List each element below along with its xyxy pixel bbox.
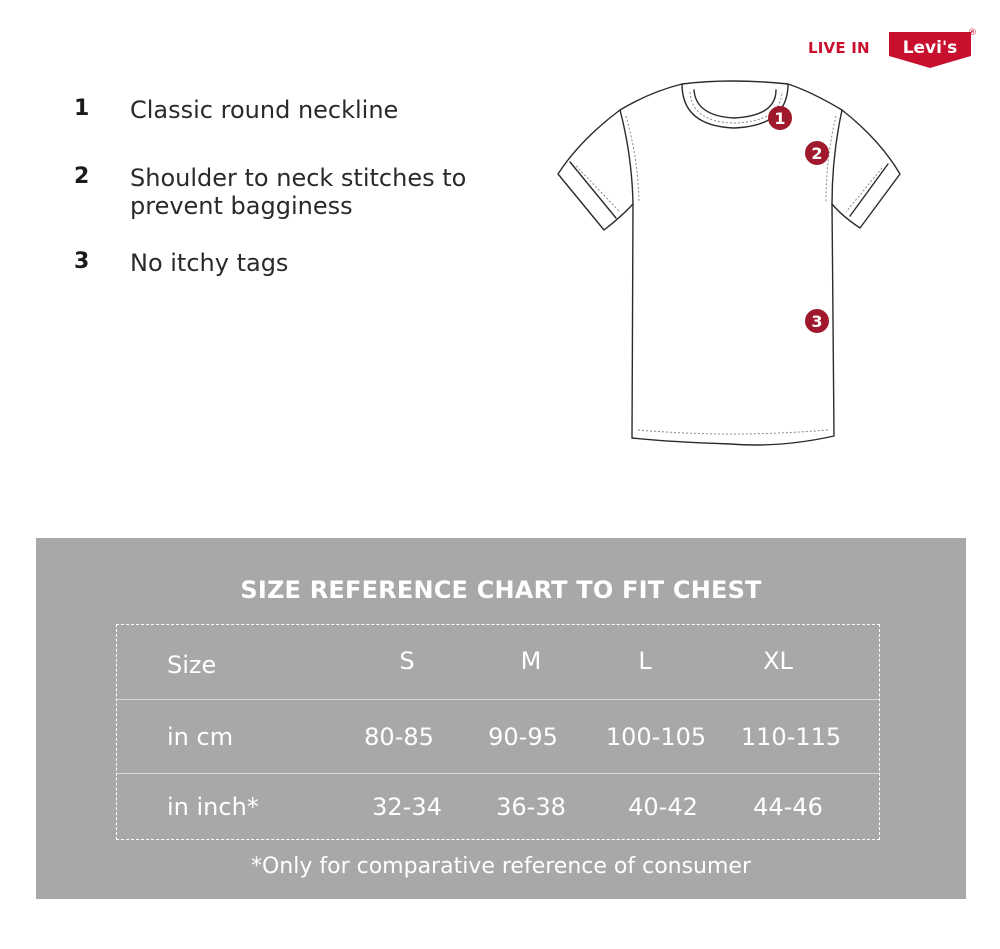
marker-label: 1	[774, 109, 786, 128]
size-value: 32-34	[372, 793, 442, 821]
size-value: 40-42	[628, 793, 698, 821]
size-value: 44-46	[753, 793, 823, 821]
brand-tagline: LIVE IN	[808, 39, 870, 57]
size-label: S	[399, 647, 415, 675]
size-value: 36-38	[496, 793, 566, 821]
size-value: 80-85	[364, 723, 434, 751]
levis-batwing-badge	[889, 28, 977, 68]
size-value: 100-105	[605, 723, 707, 751]
brand-name: Levi's	[902, 38, 958, 58]
tshirt-illustration	[550, 76, 910, 451]
row-label: Size	[167, 651, 217, 679]
row-divider	[117, 699, 879, 700]
size-chart-title: SIZE REFERENCE CHART TO FIT CHEST	[240, 576, 762, 604]
row-label: in inch*	[167, 793, 259, 821]
feature-text: No itchy tags	[130, 249, 289, 277]
marker-1-icon	[768, 106, 792, 130]
feature-text: Classic round neckline	[130, 96, 399, 124]
marker-label: 3	[811, 312, 823, 331]
size-value: 90-95	[488, 723, 558, 751]
registered-mark: ®	[968, 28, 977, 38]
feature-number: 1	[74, 96, 90, 121]
size-label: XL	[763, 647, 793, 675]
size-chart-panel	[36, 538, 966, 899]
feature-number: 2	[74, 164, 90, 189]
row-divider	[117, 773, 879, 774]
row-label: in cm	[167, 723, 234, 751]
size-value: 110-115	[740, 723, 842, 751]
size-label: L	[638, 647, 652, 675]
marker-3-icon	[805, 309, 829, 333]
size-label: M	[520, 647, 542, 675]
size-table	[116, 624, 880, 840]
marker-2-icon	[805, 141, 829, 165]
marker-label: 2	[811, 144, 823, 163]
size-chart-footnote: *Only for comparative reference of consumer	[250, 854, 752, 879]
feature-number: 3	[74, 249, 90, 274]
feature-text: Shoulder to neck stitches to prevent bagginess	[130, 164, 467, 220]
